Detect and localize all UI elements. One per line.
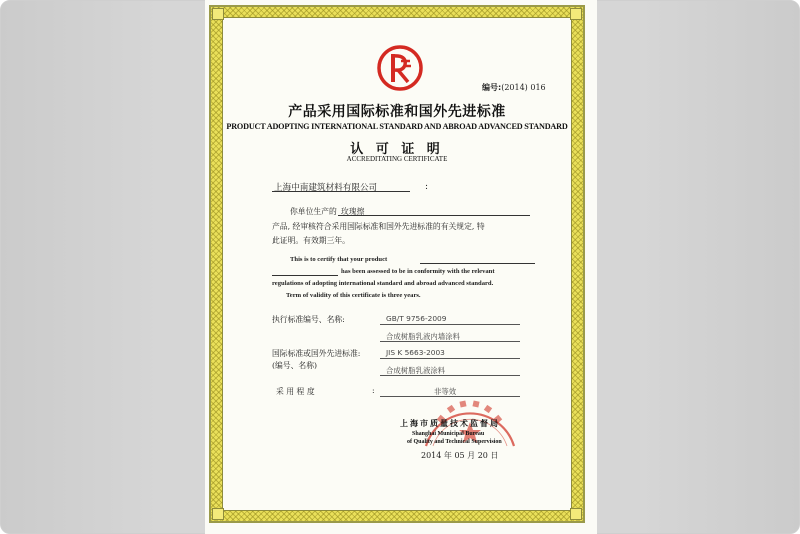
issuer-english-line-1: Shanghai Municipal Bureau	[412, 431, 485, 437]
executive-standard-name-line	[380, 341, 520, 342]
international-standard-name-line	[380, 375, 520, 376]
adoption-degree-label: 采 用 程 度	[276, 387, 315, 396]
border-corner-top-left	[212, 8, 224, 20]
body-english-line-4: Term of validity of this certificate is three years.	[286, 292, 421, 299]
english-product-underline-1	[420, 263, 535, 264]
issuer-chinese: 上海市质量技术监督局	[400, 419, 500, 428]
body-english-line-1: This is to certify that your product	[290, 256, 388, 263]
english-product-underline-2	[272, 275, 338, 276]
international-standard-label: 国际标准或国外先进标准:	[272, 349, 361, 358]
certificate-number	[482, 82, 546, 93]
international-standard-name: 合成树脂乳液涂料	[386, 366, 446, 375]
international-standard-number: JIS K 5663-2003	[386, 348, 445, 357]
certificate-number-label: 编号:	[482, 83, 502, 92]
company-name: 上海中南建筑材料有限公司	[274, 183, 378, 193]
issuer-english-line-2: of Quality and Technical Supervision	[407, 439, 502, 445]
accreditation-logo-icon	[374, 42, 426, 94]
border-corner-top-right	[570, 8, 582, 20]
certificate-heading-english: ACCREDITATING CERTIFICATE	[346, 155, 448, 163]
executive-standard-name: 合成树脂乳液内墙涂料	[386, 332, 460, 341]
product-underline	[338, 215, 530, 216]
certificate-heading-chinese: 认 可 证 明	[350, 142, 444, 157]
company-colon: :	[425, 182, 429, 192]
body-chinese-line-1: 产品, 经审核符合采用国际标准和国外先进标准的有关规定, 特	[272, 222, 485, 231]
product-name: 玫瑰擦	[341, 207, 365, 216]
executive-standard-number-line	[380, 324, 520, 325]
product-prefix: 你单位生产的	[290, 207, 337, 216]
international-standard-number-line	[380, 358, 520, 359]
body-english-line-2: has been assessed to be in conformity with the relevant	[341, 268, 495, 275]
executive-standard-label: 执行标准编号、名称:	[272, 315, 345, 324]
issue-date: 2014 年 05 月 20 日	[421, 451, 499, 460]
executive-standard-number: GB/T 9756-2009	[386, 314, 447, 323]
body-english-line-3: regulations of adopting international standard and abroad advanced standard.	[272, 280, 494, 287]
adoption-degree-colon: :	[372, 386, 375, 395]
border-corner-bottom-left	[212, 508, 224, 520]
international-standard-sublabel: (编号、名称)	[272, 361, 318, 370]
title-english: PRODUCT ADOPTING INTERNATIONAL STANDARD AND ABROAD ADVANCED STANDARD	[226, 122, 568, 131]
company-underline	[272, 191, 410, 192]
body-chinese-line-2: 此证明。有效期三年。	[272, 236, 350, 245]
title-chinese: 产品采用国际标准和国外先进标准	[288, 104, 506, 120]
adoption-degree-value: 非等效	[434, 387, 457, 396]
border-corner-bottom-right	[570, 508, 582, 520]
certificate-number-value: (2014) 016	[501, 83, 546, 92]
